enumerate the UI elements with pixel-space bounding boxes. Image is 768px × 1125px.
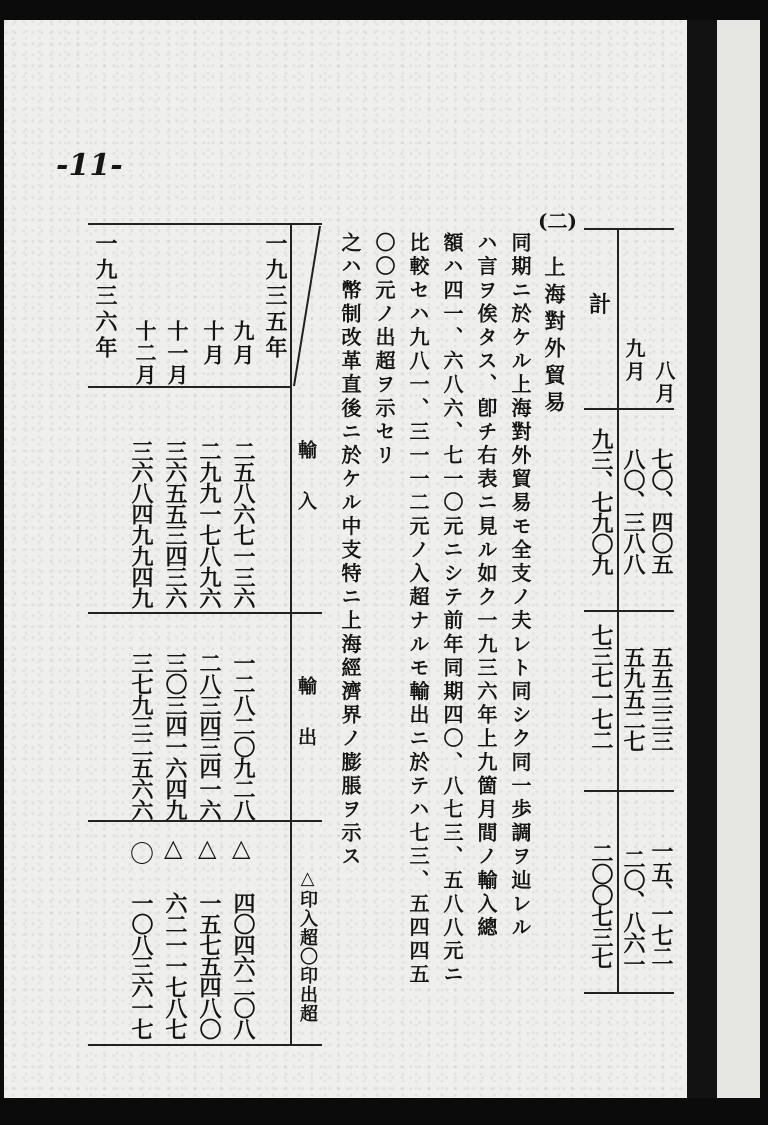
export-value-oct: 二八三四三四一六 [196,652,222,820]
upper-export-total: 七三七一七二 [588,624,614,750]
export-value-sep: 一二八二〇九二八 [230,652,256,820]
balance-value-oct: 一五七五四八〇 [196,892,222,1039]
import-value-oct: 二九九一七八九六 [196,440,222,608]
import-value-dec: 三六八四九九四九 [128,440,154,608]
main-table-row-rule-2 [88,820,322,822]
header-export: 輸出 [295,676,317,778]
upper-export-sep: 五九五二七 [620,646,646,751]
upper-export-aug: 五五三三三 [648,646,674,751]
export-value-dec: 三七九三二五六六 [128,652,154,820]
adjacent-page-edge [717,20,760,1098]
main-table-row-rule-1 [88,612,322,614]
balance-value-sep: 四〇四六二〇八 [230,892,256,1039]
page-number: -11- [56,148,123,183]
body-column-5: 〇〇元ノ出超ヲ示セリ [372,232,396,468]
document-page [4,20,760,1098]
main-table-header-rule [88,386,290,388]
book-spine-shadow [687,20,717,1098]
header-note: △印入超〇印出超 [297,868,318,1023]
upper-table-bottom-rule [584,992,674,994]
upper-import-total: 九三、七九〇九 [588,428,614,575]
body-column-2: ハ言ヲ俟タス、卽チ右表ニ見ル如ク一九三六年上九箇月間ノ輸入總 [474,232,498,940]
year-1935-label: 一九三五年 [262,232,288,362]
year-1936-label: 一九三六年 [92,232,118,362]
balance-value-nov: 六二一一七八七 [162,892,188,1039]
header-import: 輸入 [295,440,317,542]
import-value-sep: 二五八六七一三六 [230,440,256,608]
section-heading: 上海對外貿易 [542,256,567,418]
upper-import-aug: 七〇、四〇五 [648,448,674,574]
month-label-dec: 十二月 [133,320,158,386]
upper-table-header-rule [584,408,674,410]
upper-month-sep: 九月 [622,338,646,384]
body-column-4: 比較セハ九八一、三一一二元ノ入超ナルモ輸出ニ於テハ七三、五四四五 [406,232,430,988]
upper-total-label: 計 [589,292,612,318]
upper-table-row-rule-2 [584,790,674,792]
balance-value-dec: 一〇八三六一七 [128,892,154,1039]
month-label-nov: 十一月 [165,320,190,386]
month-label-sep: 九月 [231,320,256,368]
upper-import-sep: 八〇、三八八 [620,448,646,574]
upper-balance-sep: 二〇、八六一 [620,848,646,974]
main-table-top-rule [88,223,322,225]
export-value-nov: 三〇三四一六四九 [162,652,188,820]
body-column-3: 額ハ四一、六八六、七一〇元ニシテ前年同期四〇、八七三、五八八元ニ [440,232,464,988]
upper-balance-total: 二〇〇七三七 [588,842,614,968]
upper-table-row-rule-1 [584,610,674,612]
main-table-diagonal [292,226,322,386]
section-heading-mark: (二) [538,209,577,233]
month-label-oct: 十月 [201,320,226,368]
upper-balance-aug: 一五、一七二 [648,840,674,966]
balance-mark-nov: △ [164,834,183,862]
import-value-nov: 三六五五三四三六 [162,440,188,608]
upper-table-top-rule [584,228,674,230]
body-column-6: 之ハ幣制改革直後ニ於ケル中支特ニ上海經濟界ノ膨脹ヲ示ス [338,232,362,870]
balance-mark-sep: △ [232,834,251,862]
upper-month-aug: 八月 [652,360,676,406]
balance-mark-dec: 〇 [130,840,154,868]
main-table-bottom-rule [88,1044,322,1046]
balance-mark-oct: △ [198,834,217,862]
body-column-1: 同期ニ於ケル上海對外貿易モ全支ノ夫レト同シク同一歩調ヲ辿レル [508,232,532,940]
